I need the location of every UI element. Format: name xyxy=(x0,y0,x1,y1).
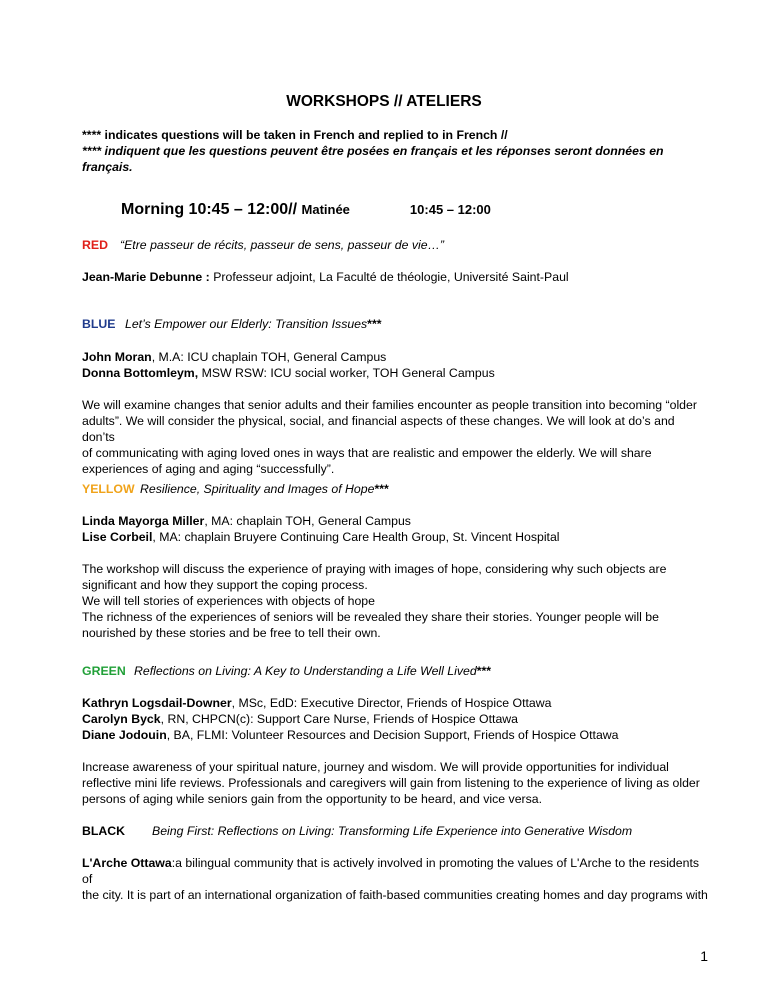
description-line: persons of aging while seniors gain from the opportunity to be heard, and vice versa. xyxy=(82,792,543,806)
workshop-red-speaker xyxy=(82,269,708,285)
workshop-green-heading xyxy=(82,663,708,679)
workshop-green-description xyxy=(82,759,708,807)
description-line: reflective mini life reviews. Professionals and caregivers will gain from listening to the experience of living as older xyxy=(82,776,700,790)
french-marker: *** xyxy=(367,317,382,331)
workshop-black-heading xyxy=(82,823,708,839)
description-line: The workshop will discuss the experience of praying with images of hope, considering why such objects are xyxy=(82,562,667,576)
page-number: 1 xyxy=(700,948,708,964)
notice-french-line1: **** indiquent que les questions peuvent être posées en français et les réponses seront données en xyxy=(82,144,664,158)
speaker-role: MSW RSW: ICU social worker, TOH General Campus xyxy=(198,366,495,380)
organization-name: L'Arche Ottawa xyxy=(82,856,172,870)
workshop-yellow-label: YELLOW xyxy=(82,482,135,496)
notice-english: **** indicates questions will be taken in French and replied to in French // xyxy=(82,128,508,142)
speaker-role: , MA: chaplain TOH, General Campus xyxy=(204,514,411,528)
workshop-blue-description xyxy=(82,397,708,477)
workshop-red-heading xyxy=(82,237,708,253)
speaker-name: Jean-Marie Debunne : xyxy=(82,270,210,284)
description-line: nourished by these stories and be free to tell their own. xyxy=(82,626,381,640)
workshop-yellow-description xyxy=(82,561,708,641)
session-main: Morning 10:45 – 12:00// xyxy=(121,201,302,218)
description-line: We will examine changes that senior adults and their families encounter as people transition into becoming “older xyxy=(82,398,697,412)
workshop-black-title: Being First: Reflections on Living: Transforming Life Experience into Generative Wisdom xyxy=(152,824,633,838)
french-marker: *** xyxy=(374,482,389,496)
description-line: the city. It is part of an international organization of faith-based communities creating homes and day programs with xyxy=(82,888,708,902)
speaker-name: Carolyn Byck xyxy=(82,712,161,726)
workshop-yellow-speaker-1 xyxy=(82,513,708,529)
workshop-yellow-heading xyxy=(82,481,708,497)
workshop-blue-heading xyxy=(82,316,708,332)
description-line: The richness of the experiences of seniors will be revealed they share their stories. Younger people will be xyxy=(82,610,659,624)
workshop-green-speaker-2 xyxy=(82,711,708,727)
description-line: of communicating with aging loved ones in ways that are realistic and empower the elderly. We will share xyxy=(82,446,652,460)
workshop-green-speaker-3 xyxy=(82,727,708,743)
speaker-name: Kathryn Logsdail-Downer xyxy=(82,696,232,710)
speaker-role: Professeur adjoint, La Faculté de théologie, Université Saint-Paul xyxy=(209,270,569,284)
workshop-blue-title: Let’s Empower our Elderly: Transition Issues xyxy=(125,317,368,331)
speaker-name: Donna Bottomleym, xyxy=(82,366,199,380)
speaker-role: , MSc, EdD: Executive Director, Friends of Hospice Ottawa xyxy=(231,696,552,710)
speaker-name: Diane Jodouin xyxy=(82,728,167,742)
notice-french-line2: français. xyxy=(82,160,133,174)
description-line: significant and how they support the coping process. xyxy=(82,578,368,592)
workshop-black-description xyxy=(82,855,708,903)
speaker-name: John Moran xyxy=(82,350,152,364)
organization-desc: :a bilingual community that is actively involved in promoting the values of L'Arche to the residents of xyxy=(82,856,700,886)
speaker-role: , M.A: ICU chaplain TOH, General Campus xyxy=(151,350,387,364)
description-line: experiences of aging and aging “successfully”. xyxy=(82,462,335,476)
workshop-yellow-title: Resilience, Spirituality and Images of Hope xyxy=(140,482,375,496)
workshop-blue-label: BLUE xyxy=(82,317,116,331)
workshop-black-label: BLACK xyxy=(82,824,126,838)
french-marker: *** xyxy=(476,664,492,678)
description-line: Increase awareness of your spiritual nature, journey and wisdom. We will provide opportunities for individual xyxy=(82,760,669,774)
description-line: adults”. We will consider the physical, social, and financial aspects of these changes. We will look at do’s and don’ts xyxy=(82,414,675,444)
workshop-red-label: RED xyxy=(82,238,108,252)
workshop-blue-speaker-2 xyxy=(82,365,708,381)
session-matinee: Matinée xyxy=(301,202,350,217)
description-line xyxy=(82,855,708,887)
description-line: We will tell stories of experiences with objects of hope xyxy=(82,594,375,608)
session-heading xyxy=(121,201,491,219)
speaker-name: Linda Mayorga Miller xyxy=(82,514,205,528)
workshop-blue-speaker-1 xyxy=(82,349,708,365)
session-time: 10:45 – 12:00 xyxy=(409,202,491,217)
workshop-green-speaker-1 xyxy=(82,695,708,711)
speaker-role: , RN, CHPCN(c): Support Care Nurse, Friends of Hospice Ottawa xyxy=(160,712,519,726)
workshop-green-title: Reflections on Living: A Key to Understanding a Life Well Lived xyxy=(134,664,477,678)
workshop-red-title: “Etre passeur de récits, passeur de sens, passeur de vie…” xyxy=(120,238,444,252)
speaker-name: Lise Corbeil xyxy=(82,530,153,544)
speaker-role: , MA: chaplain Bruyere Continuing Care Health Group, St. Vincent Hospital xyxy=(152,530,560,544)
workshop-green-label: GREEN xyxy=(82,664,126,678)
speaker-role: , BA, FLMI: Volunteer Resources and Decision Support, Friends of Hospice Ottawa xyxy=(166,728,619,742)
page-title: WORKSHOPS // ATELIERS xyxy=(286,93,482,110)
workshop-yellow-speaker-2 xyxy=(82,529,708,545)
french-notice xyxy=(82,127,708,175)
